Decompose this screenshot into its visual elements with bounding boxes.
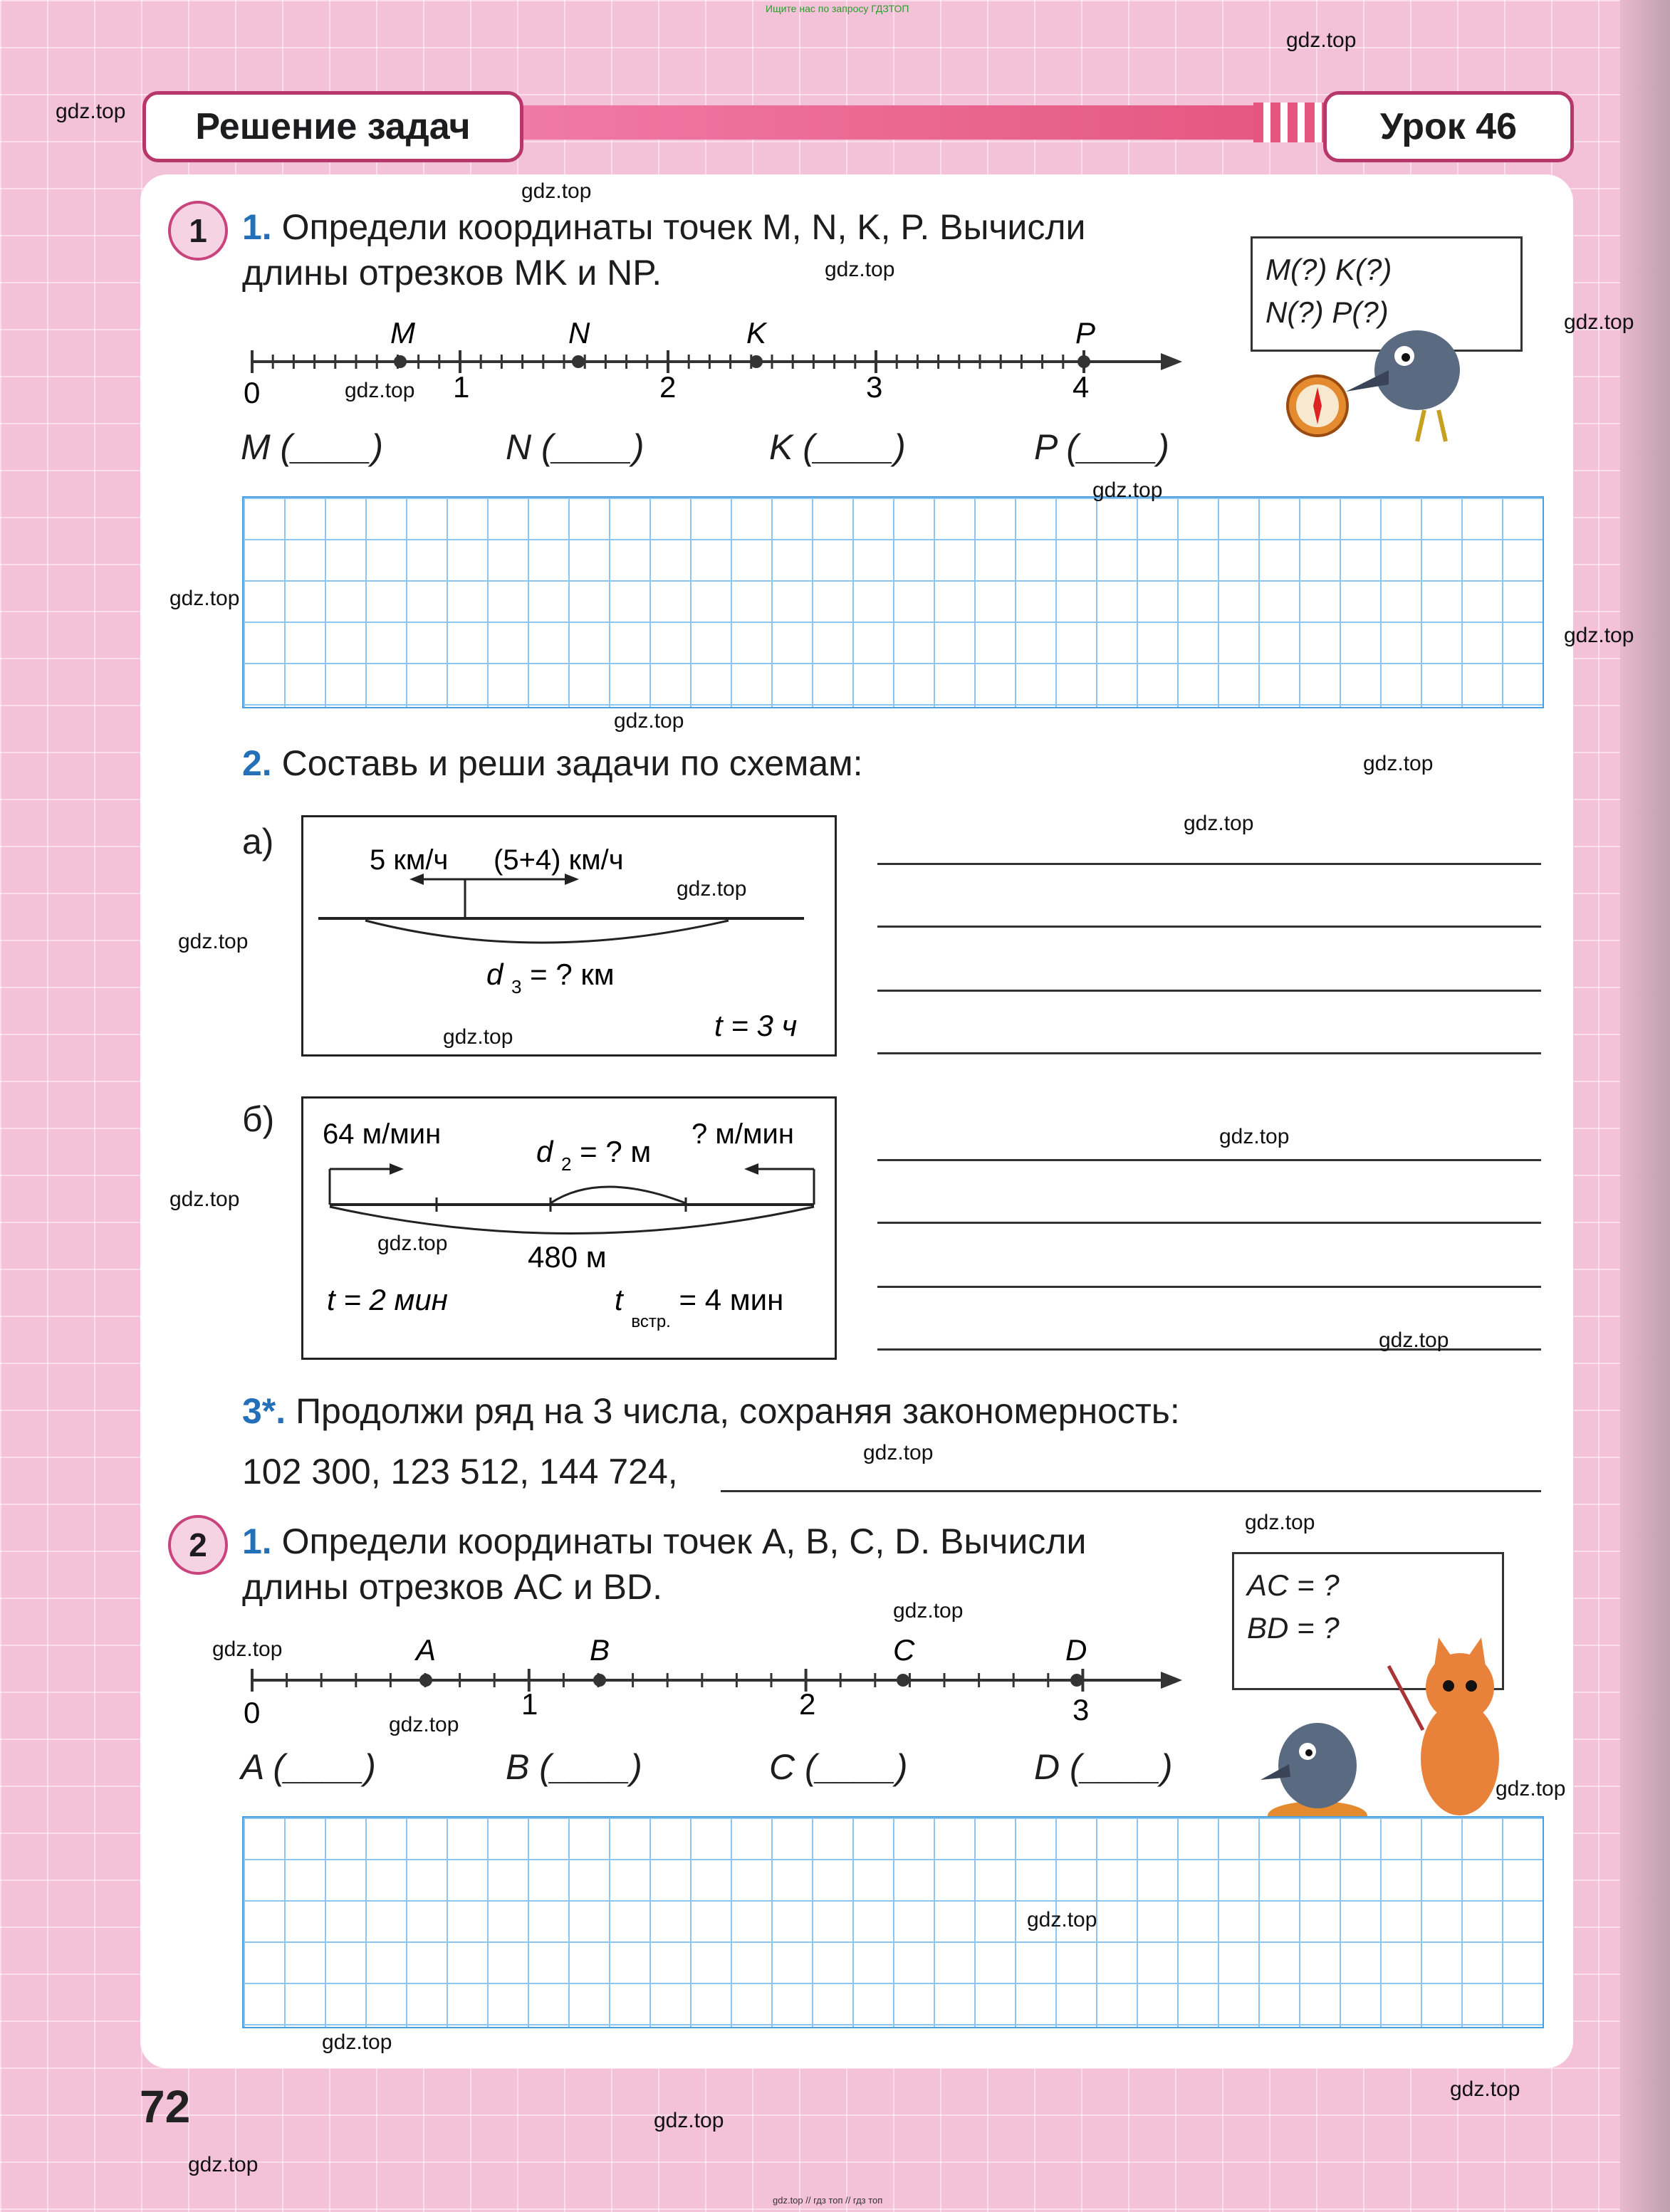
- svg-text:t встр. = 4 мин: [615, 1283, 783, 1333]
- hint-box-2-line2: BD = ?: [1247, 1611, 1340, 1645]
- svg-text:d 2 = ? м: [536, 1135, 651, 1177]
- watermark: gdz.top: [56, 100, 126, 123]
- s1-task3-text: [242, 1388, 1180, 1434]
- answer-a: A (____): [241, 1747, 376, 1787]
- s1-task3-line: Продолжи ряд на 3 числа, сохраняя закономерность:: [296, 1391, 1180, 1431]
- watermark: gdz.top: [188, 2153, 259, 2176]
- point-m-label: M: [390, 316, 415, 350]
- scheme-a-speed1: 5 км/ч: [370, 844, 449, 876]
- section-2-number: 2: [189, 1526, 207, 1563]
- top-note: Ищите нас по запросу ГДЗТОП: [766, 3, 909, 14]
- point-p-label: P: [1075, 316, 1096, 350]
- answer-grid-1[interactable]: [242, 496, 1544, 708]
- watermark: gdz.top: [893, 1599, 964, 1623]
- s1-task3-num: 3*.: [242, 1391, 286, 1431]
- point-b: [593, 1674, 606, 1687]
- tick2-label-3: 3: [1073, 1693, 1090, 1726]
- answer-line[interactable]: [877, 863, 1541, 865]
- scheme-b-dist-sub: 2: [561, 1153, 572, 1175]
- scheme-b-dist-rest: = ? м: [580, 1135, 652, 1168]
- answer-line[interactable]: [877, 1222, 1541, 1224]
- scheme-a-dist-sub: 3: [511, 976, 522, 997]
- scheme-a-time: t = 3 ч: [714, 1009, 798, 1042]
- tick-label-3: 3: [866, 370, 883, 404]
- scheme-b-meet-var: t: [615, 1283, 623, 1316]
- bottom-note: gdz.top // гдз топ // гдз топ: [773, 2195, 883, 2206]
- point-k-label: K: [746, 316, 767, 350]
- hint-box-1-line1: M(?) K(?): [1265, 253, 1392, 286]
- point-m: [394, 355, 407, 368]
- scheme-b-speed1: 64 м/мин: [323, 1118, 442, 1150]
- answer-p: P (____): [1034, 427, 1169, 467]
- watermark: gdz.top: [863, 1441, 934, 1464]
- answer-grid-2[interactable]: [242, 1816, 1544, 2028]
- tick2-label-1: 1: [521, 1687, 538, 1721]
- scheme-b-total: 480 м: [528, 1240, 607, 1274]
- watermark: gdz.top: [677, 877, 747, 901]
- watermark: gdz.top: [1564, 624, 1634, 647]
- topic-title-text: Решение задач: [195, 106, 471, 147]
- section-2-badge: [168, 1515, 228, 1575]
- point-d-label: D: [1065, 1633, 1087, 1667]
- point-b-label: B: [590, 1633, 610, 1667]
- s2-task1-line1: Определи координаты точек A, B, C, D. Вычисли: [281, 1521, 1087, 1561]
- header-stripe: [520, 105, 1303, 140]
- s1-task2-line: Составь и реши задачи по схемам:: [281, 743, 863, 783]
- page-number: 72: [140, 2081, 191, 2132]
- point-n: [572, 355, 585, 368]
- watermark: gdz.top: [1564, 310, 1634, 334]
- point-n-label: N: [568, 316, 590, 350]
- tick-label-2: 2: [659, 370, 677, 404]
- section-1-badge: [168, 201, 228, 261]
- watermark: gdz.top: [825, 258, 895, 281]
- watermark: gdz.top: [212, 1637, 283, 1661]
- watermark: gdz.top: [443, 1025, 513, 1049]
- scheme-b-diagram: [301, 1096, 837, 1360]
- s1-task1-line1: Определи координаты точек M, N, K, P. Вычисли: [281, 207, 1086, 247]
- answer-k: K (____): [769, 427, 906, 467]
- watermark: gdz.top: [1450, 2077, 1520, 2101]
- tick-label-4: 4: [1073, 370, 1090, 404]
- scheme-a-diagram: [301, 815, 837, 1057]
- s2-task1-num: 1.: [242, 1521, 272, 1561]
- point-d: [1070, 1674, 1083, 1687]
- tick-label-0: 0: [244, 376, 261, 409]
- s1-task2-text: [242, 740, 863, 786]
- scheme-b-speed2: ? м/мин: [692, 1118, 794, 1150]
- scheme-b-meet-sub: встр.: [631, 1312, 671, 1331]
- point-c: [897, 1674, 909, 1687]
- number-line-1: [235, 306, 1189, 420]
- answer-line[interactable]: [877, 1052, 1541, 1054]
- lesson-title-text: Урок 46: [1379, 106, 1518, 147]
- watermark: gdz.top: [1027, 1908, 1097, 1931]
- watermark: gdz.top: [1092, 478, 1163, 502]
- answer-m: M (____): [241, 427, 384, 467]
- watermark: gdz.top: [345, 379, 415, 402]
- s2-task1-text: [242, 1519, 1239, 1610]
- scheme-a-dist-rest: = ? км: [530, 958, 615, 991]
- answer-line[interactable]: [877, 926, 1541, 928]
- header-bars: [1253, 103, 1325, 142]
- crow-compass-illustration: [1275, 313, 1488, 456]
- scheme-b-label: б): [242, 1099, 275, 1139]
- s1-task3-series: 102 300, 123 512, 144 724,: [242, 1452, 678, 1492]
- topic-title: [142, 91, 523, 162]
- hint-box-1-line2: N(?) P(?): [1265, 295, 1389, 329]
- s1-task1-line2: длины отрезков MK и NP.: [242, 253, 662, 293]
- watermark: gdz.top: [377, 1232, 448, 1255]
- watermark: gdz.top: [1184, 812, 1254, 835]
- point-p: [1077, 355, 1090, 368]
- answer-line[interactable]: [877, 1159, 1541, 1161]
- watermark: gdz.top: [654, 2109, 724, 2132]
- cat-crow-illustration: [1246, 1637, 1545, 1837]
- watermark: gdz.top: [1496, 1777, 1566, 1800]
- number-line-2: [235, 1623, 1189, 1737]
- answer-d: D (____): [1034, 1747, 1173, 1787]
- tick2-label-0: 0: [244, 1696, 261, 1729]
- point-a: [419, 1674, 432, 1687]
- scheme-a-speed2: (5+4) км/ч: [494, 844, 624, 876]
- s1-task1-text: [242, 204, 1239, 295]
- watermark: gdz.top: [389, 1713, 459, 1736]
- scheme-b-meet-rest: = 4 мин: [679, 1283, 784, 1316]
- scheme-a-label: а): [242, 822, 274, 861]
- watermark: gdz.top: [169, 1188, 240, 1211]
- tick-label-1: 1: [453, 370, 470, 404]
- lesson-title: [1323, 91, 1574, 162]
- watermark: gdz.top: [322, 2030, 392, 2054]
- answer-n: N (____): [506, 427, 644, 467]
- watermark: gdz.top: [1363, 752, 1434, 775]
- answer-c: C (____): [769, 1747, 908, 1787]
- svg-text:d 3 = ? км: [486, 958, 615, 1000]
- watermark: gdz.top: [1286, 28, 1357, 52]
- s1-task1-num: 1.: [242, 207, 272, 247]
- s2-task1-line2: длины отрезков AC и BD.: [242, 1567, 662, 1607]
- answer-line[interactable]: [877, 1286, 1541, 1288]
- answer-line[interactable]: [877, 990, 1541, 992]
- tick2-label-2: 2: [799, 1687, 816, 1721]
- section-1-number: 1: [189, 212, 207, 249]
- point-c-label: C: [893, 1633, 915, 1667]
- point-k: [750, 355, 763, 368]
- s1-task2-num: 2.: [242, 743, 272, 783]
- watermark: gdz.top: [521, 179, 592, 203]
- answer-b: B (____): [506, 1747, 642, 1787]
- scheme-b-dist-var: d: [536, 1135, 553, 1168]
- watermark: gdz.top: [178, 930, 249, 953]
- scheme-a-dist-var: d: [486, 958, 503, 991]
- watermark: gdz.top: [614, 709, 684, 733]
- watermark: gdz.top: [169, 587, 240, 610]
- hint-box-2-line1: AC = ?: [1247, 1568, 1340, 1602]
- watermark: gdz.top: [1379, 1328, 1449, 1352]
- watermark: gdz.top: [1219, 1125, 1290, 1148]
- watermark: gdz.top: [1245, 1511, 1315, 1534]
- scheme-b-time: t = 2 мин: [327, 1283, 448, 1316]
- task3-answer-line[interactable]: [721, 1490, 1541, 1492]
- point-a-label: A: [416, 1633, 437, 1667]
